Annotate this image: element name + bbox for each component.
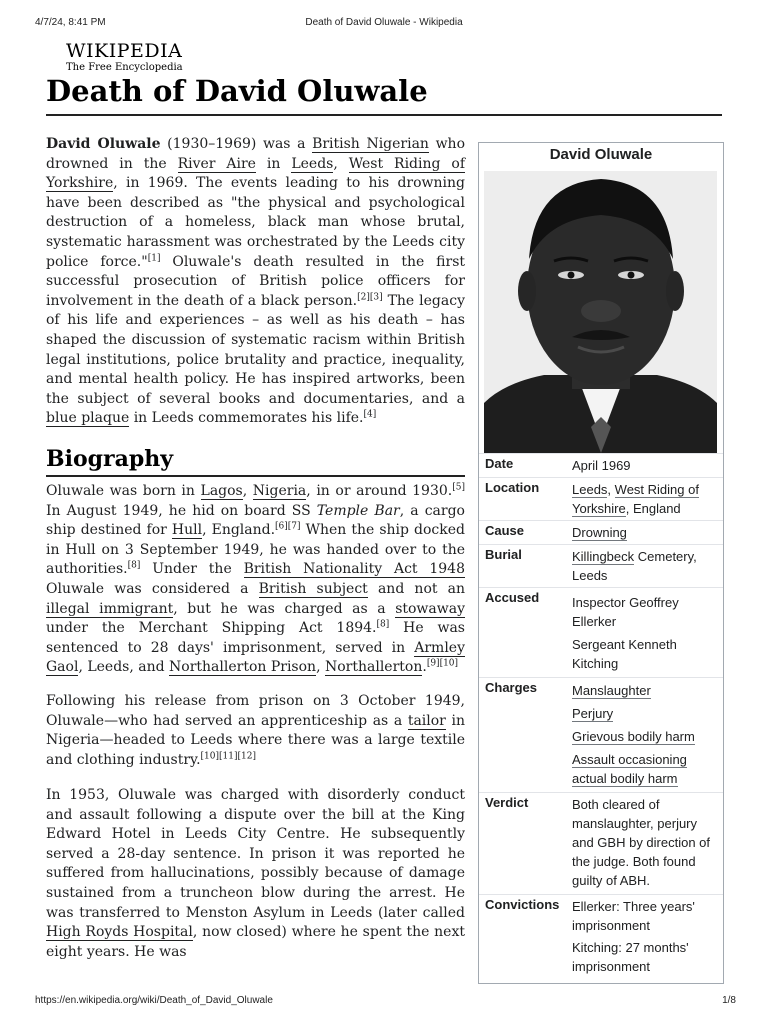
- page-title: Death of David Oluwale: [46, 74, 428, 108]
- lead-text: in Leeds commemorates his life.: [129, 410, 364, 427]
- biography-paragraph-2: [46, 692, 465, 770]
- section-heading-biography: Biography: [46, 446, 174, 472]
- citation-10b[interactable]: [10]: [200, 751, 220, 762]
- infobox-value-charges: [572, 680, 718, 788]
- link-armley-gaol[interactable]: Armley Gaol: [46, 639, 465, 676]
- citation-6[interactable]: [6]: [275, 521, 288, 532]
- citation-8b[interactable]: [8]: [376, 619, 390, 630]
- link-northallerton-prison[interactable]: Northallerton Prison: [169, 659, 317, 676]
- link-drowning[interactable]: Drowning: [572, 525, 627, 540]
- infobox-row-convictions: [479, 894, 723, 983]
- print-url[interactable]: https://en.wikipedia.org/wiki/Death_of_David_Oluwale: [35, 995, 273, 1006]
- lead-text: , in 1969. The events leading to his drowning have been described as "the physical and psychological destruction of a homeless, black man whose brutal, systematic harassment was orchestrated by the Leeds city police force.": [46, 175, 465, 270]
- wikipedia-tagline: The Free Encyclopedia: [66, 62, 183, 73]
- infobox-text: , England: [625, 501, 681, 516]
- print-footer: [0, 995, 768, 1009]
- bio-text: , England.: [202, 522, 276, 539]
- print-header: [0, 17, 768, 31]
- citation-10[interactable]: [10]: [439, 658, 459, 669]
- lead-text: ,: [333, 155, 349, 172]
- portrait-photo[interactable]: [484, 171, 717, 453]
- bio-text: Under the: [140, 561, 244, 578]
- infobox-value-cause: [572, 523, 718, 542]
- link-grievous-bodily-harm[interactable]: Grievous bodily harm: [572, 729, 695, 744]
- citation-8[interactable]: [8]: [127, 560, 141, 571]
- infobox-row-cause: [479, 520, 723, 545]
- biography-paragraph-3: [46, 786, 465, 962]
- accused-2: Sergeant Kenneth Kitching: [572, 637, 677, 671]
- bio-text: In August 1949, he hid on board SS: [46, 502, 317, 519]
- infobox-value-convictions: [572, 897, 718, 976]
- bio-text: and not an: [367, 580, 465, 597]
- lead-text: in: [255, 155, 292, 172]
- lead-text: (1930–1969) was a: [160, 136, 313, 152]
- link-british-nigerian[interactable]: British Nigerian: [312, 136, 429, 152]
- link-west-riding[interactable]: West Riding of Yorkshire: [46, 155, 466, 192]
- title-divider: [46, 114, 722, 116]
- infobox-text: ,: [607, 482, 615, 497]
- infobox-value-verdict: Both cleared of manslaughter, perjury and GBH by direction of the judge. Both found guilty of ABH.: [572, 797, 711, 888]
- lead-text: Oluwale's death resulted in the first successful prosecution of British police officers for involvement in the death of a black person.: [46, 253, 465, 309]
- infobox-text: Cemetery, Leeds: [572, 549, 697, 583]
- bio-text: under the Merchant Shipping Act 1894.: [46, 620, 377, 637]
- link-tailor[interactable]: tailor: [407, 712, 446, 729]
- bio-text: , but he was charged as a: [173, 600, 396, 617]
- link-blue-plaque[interactable]: blue plaque: [46, 410, 130, 427]
- bio-text: in Nigeria—headed to Leeds where there was a large textile and clothing industry.: [46, 712, 465, 768]
- infobox-row-location: [479, 477, 723, 521]
- link-illegal-immigrant[interactable]: illegal immigrant: [46, 600, 174, 617]
- conviction-1: Ellerker: Three years' imprisonment: [572, 899, 695, 933]
- infobox-label-cause: Cause: [485, 523, 525, 538]
- infobox: [478, 142, 724, 984]
- link-west-riding-infobox[interactable]: West Riding of Yorkshire: [572, 482, 699, 516]
- infobox-label-location: Location: [485, 480, 540, 495]
- infobox-label-charges: Charges: [485, 680, 538, 695]
- link-northallerton[interactable]: Northallerton: [324, 659, 423, 676]
- bio-text: ,: [316, 659, 325, 676]
- print-page-number: 1/8: [722, 995, 736, 1006]
- infobox-label-verdict: Verdict: [485, 795, 529, 810]
- print-page-title: Death of David Oluwale - Wikipedia: [305, 17, 463, 28]
- link-leeds[interactable]: Leeds: [291, 155, 334, 172]
- bio-text: Oluwale was considered a: [46, 580, 259, 597]
- link-leeds-infobox[interactable]: Leeds: [572, 482, 608, 497]
- infobox-value-location: [572, 480, 718, 518]
- portrait-image: [484, 171, 717, 453]
- citation-3[interactable]: [3]: [369, 292, 383, 303]
- bio-text: , in or around 1930.: [306, 483, 453, 499]
- citation-7[interactable]: [7]: [287, 521, 301, 532]
- infobox-label-accused: Accused: [485, 590, 540, 605]
- infobox-value-accused: [572, 590, 718, 673]
- infobox-caption: David Oluwale: [549, 146, 653, 163]
- lead-text: The legacy of his life and experiences – as well as his death – has shaped the discussion of systematic racism within British legal institutions, police brutality and practice, inequality, and mental health policy. He has inspired artworks, been the subject of several books and documentaries, and a: [46, 292, 465, 407]
- bio-text: In 1953, Oluwale was charged with disorderly conduct and assault following a dispute over the bill at the King Edward Hotel in Leeds City Centre. He subsequently served a 28-day sentence. In prison it was reported he suffered from hallucinations, possibly because of damage sustained from a truncheon blow during the arrest. He was transferred to Menston Asylum in Leeds (later called: [46, 787, 465, 921]
- infobox-label-burial: Burial: [485, 547, 522, 562]
- infobox-row-verdict: [479, 792, 723, 895]
- citation-2[interactable]: [2]: [357, 292, 370, 303]
- citation-4[interactable]: [4]: [363, 409, 377, 420]
- print-datetime: 4/7/24, 8:41 PM: [35, 17, 106, 28]
- link-killingbeck[interactable]: Killingbeck: [572, 549, 635, 564]
- infobox-value-date: April 1969: [572, 458, 631, 473]
- citation-12[interactable]: [12]: [237, 751, 256, 762]
- bio-text: ,: [242, 483, 253, 499]
- lead-paragraph: [46, 135, 465, 429]
- link-high-royds-hospital[interactable]: High Royds Hospital: [46, 924, 193, 941]
- infobox-value-burial: [572, 547, 718, 585]
- link-stowaway[interactable]: stowaway: [395, 600, 465, 617]
- citation-9[interactable]: [9]: [426, 658, 440, 669]
- link-nigeria[interactable]: Nigeria: [252, 483, 307, 499]
- link-manslaughter[interactable]: Manslaughter: [572, 683, 651, 698]
- bio-text: , a cargo ship destined for: [46, 502, 465, 539]
- citation-11[interactable]: [11]: [219, 751, 238, 762]
- infobox-label-date: Date: [485, 456, 514, 471]
- bio-text: Following his release from prison on 3 October 1949, Oluwale—who had served an apprenticeship as a: [46, 693, 465, 729]
- citation-5[interactable]: [5]: [452, 482, 465, 493]
- link-british-subject[interactable]: British subject: [258, 580, 368, 597]
- bio-text: He was sentenced to 28 days' imprisonment, served in: [46, 620, 465, 656]
- link-river-aire[interactable]: River Aire: [177, 155, 256, 172]
- link-british-nationality-act[interactable]: British Nationality Act 1948: [243, 561, 465, 578]
- ship-name: Temple Bar: [316, 502, 400, 519]
- infobox-row-burial: [479, 544, 723, 588]
- accused-1: Inspector Geoffrey Ellerker: [572, 595, 679, 629]
- conviction-2: Kitching: 27 months' imprisonment: [572, 940, 689, 974]
- infobox-row-charges: [479, 677, 723, 793]
- section-divider: [46, 475, 465, 477]
- wikipedia-wordmark[interactable]: WIKIPEDIA: [66, 40, 183, 62]
- link-assault-abh[interactable]: Assault occasioning actual bodily harm: [572, 752, 687, 786]
- citation-1[interactable]: [1]: [147, 252, 161, 263]
- bio-text: .: [422, 659, 427, 676]
- infobox-row-date: [479, 453, 723, 478]
- infobox-row-accused: [479, 587, 723, 678]
- bio-text: , Leeds, and: [78, 659, 170, 676]
- link-hull[interactable]: Hull: [171, 522, 203, 539]
- bio-text: Oluwale was born in: [46, 483, 201, 499]
- lead-text: who drowned in the: [46, 136, 465, 172]
- bio-text: , now closed) where he spent the next eight years. He was: [46, 924, 465, 960]
- infobox-label-convictions: Convictions: [485, 897, 560, 912]
- bio-text: When the ship docked in Hull on 3 September 1949, he was handed over to the authorities.: [46, 522, 465, 578]
- link-perjury[interactable]: Perjury: [572, 706, 614, 721]
- link-lagos[interactable]: Lagos: [200, 483, 243, 499]
- lead-bold-subject: David Oluwale: [46, 136, 161, 152]
- biography-paragraph-1: [46, 482, 465, 678]
